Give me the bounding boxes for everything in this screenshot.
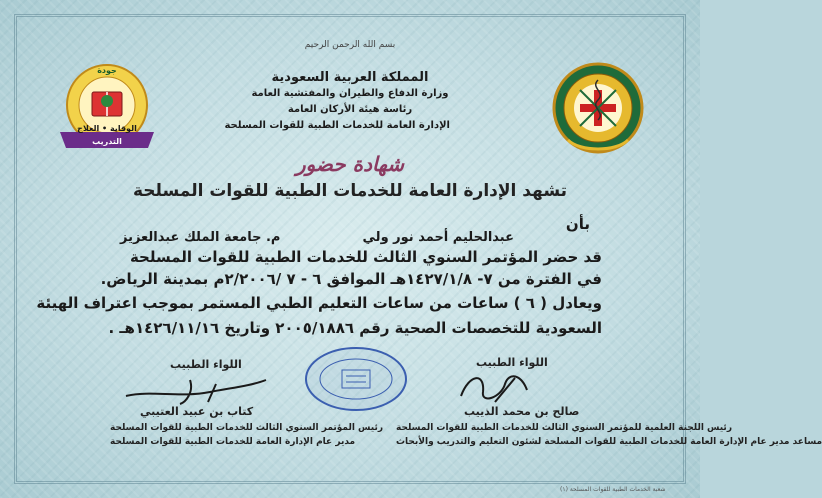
left-signature [120,372,270,408]
cme-hours-line: ويعادل ( ٦ ) ساعات من ساعات التعليم الطبي المستمر بموجب اعتراف الهيئة [36,294,602,312]
logo-ribbon-label: التدريب [92,137,122,146]
right-signature [455,368,535,408]
certificate-title: شهادة حضور [295,152,405,176]
quality-logo [52,60,162,160]
logo-bottom-label: الوقاية • العلاج [77,124,137,133]
baan-label: بأن [565,215,590,233]
medical-services-emblem [550,60,646,160]
right-signatory-name: صالح بن محمد الذييب [464,405,580,418]
recipient-name: عبدالحليم أحمد نور ولي [362,230,514,245]
org-line-ministry: وزارة الدفاع والطيران والمفتشية العامة [251,88,449,99]
left-signatory-rank: اللواء الطبيب [170,358,242,371]
left-signatory-role-2: مدير عام الإدارة العامة للخدمات الطبية للقوات المسلحة [110,437,356,447]
certificate-subtitle: تشهد الإدارة العامة للخدمات الطبية للقوات المسلحة [133,181,567,201]
org-line-staff: رئاسة هيئة الأركان العامة [287,104,413,115]
footer-note: شعبة الخدمات الطبية للقوات المسلحة (١) [560,486,666,493]
left-signatory-name: كتاب بن عبيد العتيبي [140,405,254,418]
org-line-kingdom: المملكة العربية السعودية [271,70,429,85]
accreditation-line: السعودية للتخصصات الصحية رقم ٢٠٠٥/١٨٨٦ وتاريخ ١٤٢٦/١١/١٦هـ . [108,319,602,337]
bismillah: بسم الله الرحمن الرحيم [304,40,396,50]
right-signatory-role-1: رئيس اللجنة العلمية للمؤتمر السنوي الثالث للخدمات الطبية للقوات المسلحة [396,423,732,433]
left-signatory-role-1: رئيس المؤتمر السنوي الثالث للخدمات الطبية للقوات المسلحة [110,423,384,433]
recipient-affiliation: م. جامعة الملك عبدالعزيز [120,230,281,245]
right-signatory-role-2: مساعد مدير عام الإدارة العامة للخدمات الطبية للقوات المسلحة لشئون التعليم والتدريب والأبحاث [396,437,822,447]
official-stamp [304,346,408,412]
attendance-line: قد حضر المؤتمر السنوي الثالث للخدمات الطبية للقوات المسلحة [129,248,602,266]
period-line: في الفترة من ٧- ١٤٢٧/١/٨هـ الموافق ٦ - ٧ /٢/٢٠٠٦م بمدينة الرياض. [100,270,602,288]
logo-top-label: جودة [97,66,117,75]
org-line-medical: الإدارة العامة للخدمات الطبية للقوات المسلحة [224,120,450,131]
right-signatory-rank: اللواء الطبيب [476,356,548,369]
